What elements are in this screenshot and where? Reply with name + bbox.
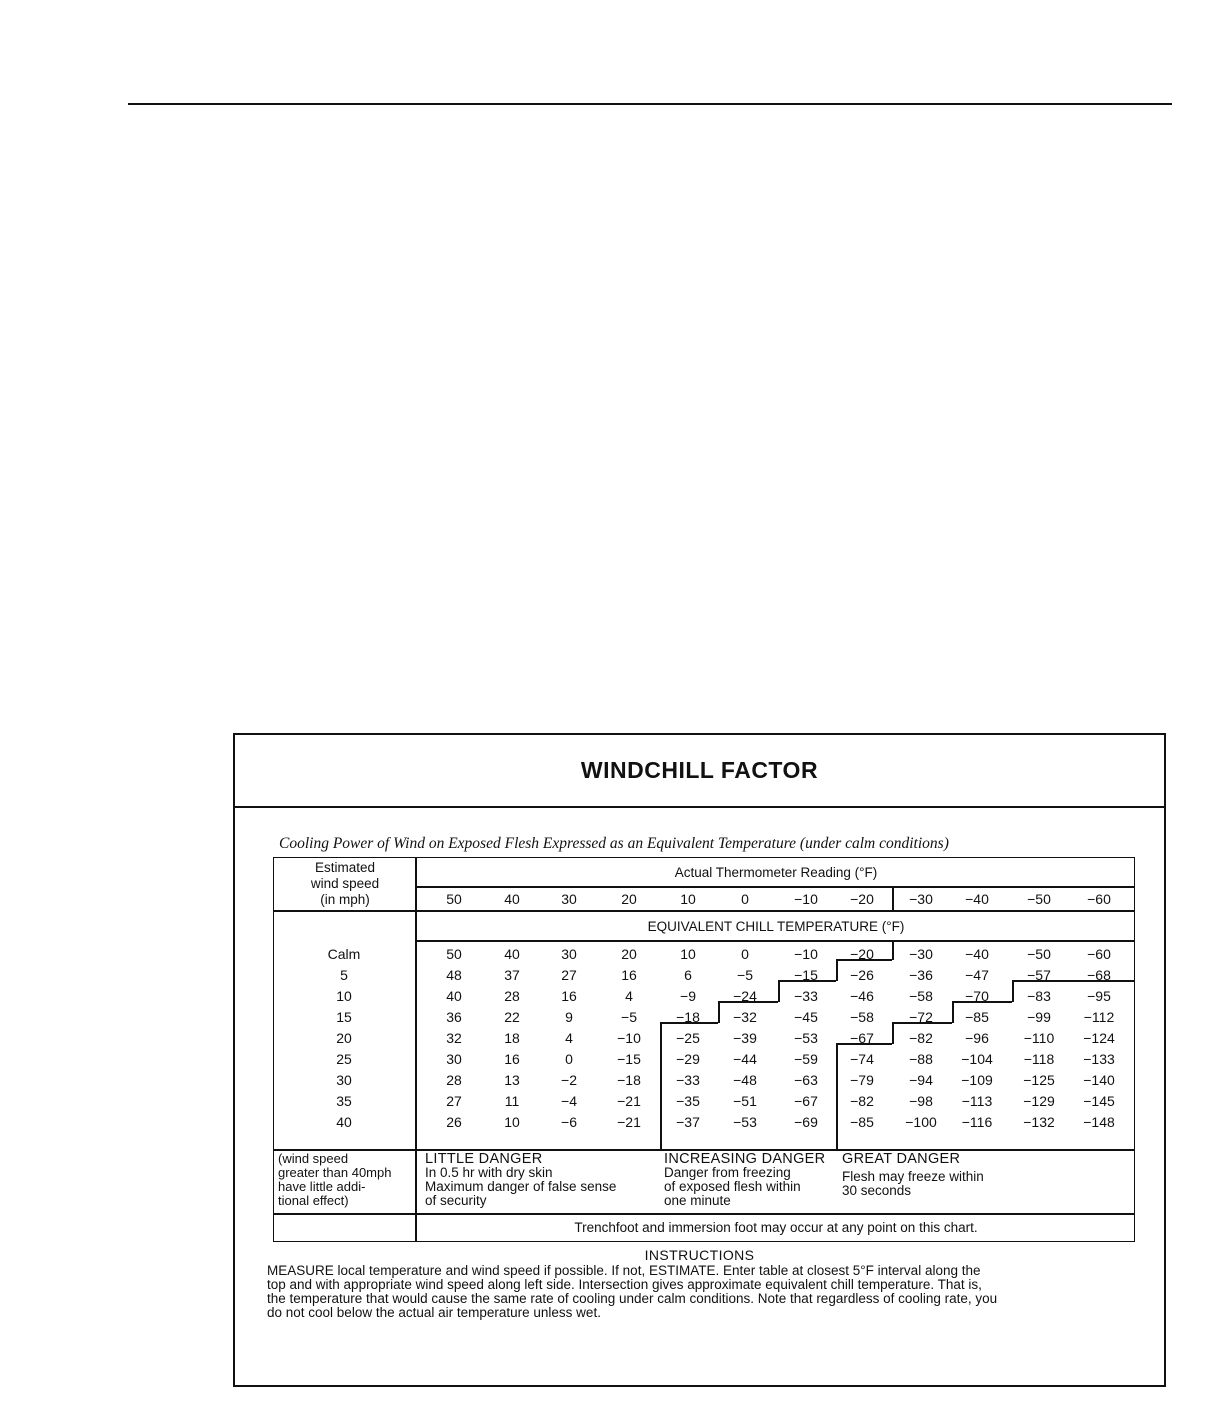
- chill-value-cell: −32: [733, 1009, 757, 1025]
- chill-value-cell: −125: [1023, 1072, 1055, 1088]
- chill-value-cell: −15: [617, 1051, 641, 1067]
- chill-value-cell: −4: [561, 1093, 577, 1109]
- chill-value-cell: −133: [1083, 1051, 1115, 1067]
- chill-value-cell: 28: [504, 988, 520, 1004]
- chill-value-cell: −69: [794, 1114, 818, 1130]
- trenchfoot-note: Trenchfoot and immersion foot may occur at any point on this chart.: [574, 1220, 978, 1235]
- chill-value-cell: −99: [1027, 1009, 1051, 1025]
- increasing-danger-boundary: [660, 1022, 662, 1149]
- chill-value-cell: 6: [684, 967, 692, 983]
- chill-value-cell: −53: [733, 1114, 757, 1130]
- chill-value-cell: 37: [504, 967, 520, 983]
- chill-value-cell: −109: [961, 1072, 993, 1088]
- wind-speed-cell: 30: [336, 1072, 352, 1088]
- wind-speed-cell: 5: [340, 967, 348, 983]
- chill-value-cell: −82: [850, 1093, 874, 1109]
- chill-value-cell: −85: [850, 1114, 874, 1130]
- chill-value-cell: −82: [909, 1030, 933, 1046]
- chill-value-cell: 32: [446, 1030, 462, 1046]
- chill-value-cell: 16: [504, 1051, 520, 1067]
- chill-value-cell: −79: [850, 1072, 874, 1088]
- temperature-header-cell: 0: [741, 891, 749, 907]
- chill-value-cell: −85: [965, 1009, 989, 1025]
- chill-value-cell: −26: [850, 967, 874, 983]
- wind-speed-cell: 15: [336, 1009, 352, 1025]
- chill-value-cell: 16: [621, 967, 637, 983]
- instructions-line: top and with appropriate wind speed along left side. Intersection gives approximate equivalent chill temperature. That is,: [267, 1277, 982, 1292]
- chill-value-cell: −48: [733, 1072, 757, 1088]
- page-title: WINDCHILL FACTOR: [580, 757, 819, 783]
- chill-value-cell: 20: [621, 946, 637, 962]
- wind-speed-cell: 10: [336, 988, 352, 1004]
- chill-value-cell: −88: [909, 1051, 933, 1067]
- increasing-danger-zone: [664, 1152, 825, 1208]
- chill-value-cell: −83: [1027, 988, 1051, 1004]
- chill-value-cell: −113: [961, 1093, 993, 1109]
- chill-value-cell: 11: [504, 1093, 520, 1109]
- boundary-step: [892, 940, 894, 960]
- chill-value-cell: −9: [680, 988, 696, 1004]
- chill-value-cell: 26: [446, 1114, 462, 1130]
- chill-value-cell: −45: [794, 1009, 818, 1025]
- chill-value-cell: 13: [504, 1072, 520, 1088]
- chill-value-cell: −46: [850, 988, 874, 1004]
- temperature-header-cell: 40: [504, 891, 520, 907]
- header-rule: [415, 886, 1135, 888]
- note-line: greater than 40mph: [278, 1165, 392, 1180]
- wind-speed-cell: Calm: [327, 946, 361, 962]
- chill-value-cell: −59: [794, 1051, 818, 1067]
- chill-value-cell: 0: [741, 946, 749, 962]
- equivalent-chill-label: EQUIVALENT CHILL TEMPERATURE (°F): [647, 919, 905, 934]
- wind-speed-note: [278, 1152, 391, 1208]
- zone-line: Flesh may freeze within: [842, 1169, 984, 1184]
- zone-line: of security: [425, 1193, 487, 1208]
- boundary-step: [1012, 980, 1014, 1002]
- chill-value-cell: −110: [1023, 1030, 1055, 1046]
- top-rule: [128, 103, 1172, 105]
- chill-value-cell: 27: [561, 967, 577, 983]
- boundary-step: [718, 1001, 720, 1023]
- chill-value-cell: −104: [961, 1051, 993, 1067]
- chart-caption: Cooling Power of Wind on Exposed Flesh Expressed as an Equivalent Temperature (under calm conditions): [279, 835, 949, 852]
- chill-value-cell: −18: [617, 1072, 641, 1088]
- chill-value-cell: −5: [737, 967, 753, 983]
- chill-value-cell: −37: [676, 1114, 700, 1130]
- wind-speed-cell: 25: [336, 1051, 352, 1067]
- chill-value-cell: −74: [850, 1051, 874, 1067]
- note-line: have little addi-: [278, 1179, 366, 1194]
- zone-heading: LITTLE DANGER: [425, 1151, 543, 1167]
- chill-value-cell: −58: [909, 988, 933, 1004]
- chill-value-cell: −63: [794, 1072, 818, 1088]
- temperature-header-cell: 20: [621, 891, 637, 907]
- chill-value-cell: −57: [1027, 967, 1051, 983]
- boundary-step: [952, 1001, 954, 1023]
- instructions-line: MEASURE local temperature and wind speed if possible. If not, ESTIMATE. Enter table at closest 5°F interval along the: [267, 1263, 981, 1278]
- chill-value-cell: 50: [446, 946, 462, 962]
- chill-value-cell: −124: [1083, 1030, 1115, 1046]
- temperature-header-cell: 30: [561, 891, 577, 907]
- instructions-line: do not cool below the actual air temperature unless wet.: [267, 1305, 601, 1320]
- chill-value-cell: −33: [794, 988, 818, 1004]
- instructions-title: INSTRUCTIONS: [644, 1247, 755, 1263]
- temperature-header-cell: −10: [794, 891, 818, 907]
- header-line: Estimated: [314, 860, 376, 875]
- chill-value-cell: −35: [676, 1093, 700, 1109]
- chill-value-cell: 40: [504, 946, 520, 962]
- chill-value-cell: −67: [794, 1093, 818, 1109]
- chill-value-cell: −140: [1083, 1072, 1115, 1088]
- temperature-header-cell: −30: [909, 891, 933, 907]
- chill-value-cell: −30: [909, 946, 933, 962]
- chill-value-cell: −10: [617, 1030, 641, 1046]
- chill-value-cell: −25: [676, 1030, 700, 1046]
- chill-value-cell: −47: [965, 967, 989, 983]
- header-line: wind speed: [310, 876, 380, 891]
- zone-line: one minute: [664, 1193, 731, 1208]
- chill-value-cell: 30: [561, 946, 577, 962]
- chill-value-cell: −132: [1023, 1114, 1055, 1130]
- chill-value-cell: −39: [733, 1030, 757, 1046]
- chill-value-cell: −118: [1023, 1051, 1055, 1067]
- great-danger-zone: [842, 1152, 984, 1198]
- chill-value-cell: −145: [1083, 1093, 1115, 1109]
- chill-value-cell: 10: [504, 1114, 520, 1130]
- chill-value-cell: −15: [794, 967, 818, 983]
- header-line: (in mph): [320, 892, 370, 907]
- chill-value-cell: 16: [561, 988, 577, 1004]
- chill-value-cell: −33: [676, 1072, 700, 1088]
- chill-value-cell: −116: [961, 1114, 993, 1130]
- header-zone-divider: [892, 886, 894, 910]
- zone-line: Danger from freezing: [664, 1165, 791, 1180]
- temperature-header-cell: −40: [965, 891, 989, 907]
- boundary-step: [778, 980, 780, 1002]
- chill-value-cell: −53: [794, 1030, 818, 1046]
- zone-line: of exposed flesh within: [664, 1179, 801, 1194]
- windchill-table: [273, 857, 1135, 1242]
- chill-value-cell: −112: [1083, 1009, 1115, 1025]
- wind-speed-cell: 35: [336, 1093, 352, 1109]
- chill-value-cell: 4: [625, 988, 633, 1004]
- title-band: [235, 735, 1164, 808]
- chill-value-cell: 48: [446, 967, 462, 983]
- wind-speed-header: [274, 860, 416, 908]
- chill-value-cell: 28: [446, 1072, 462, 1088]
- chill-value-cell: −36: [909, 967, 933, 983]
- great-danger-boundary: [836, 1043, 838, 1149]
- zone-heading: GREAT DANGER: [842, 1151, 961, 1167]
- chill-value-cell: −40: [965, 946, 989, 962]
- chill-value-cell: −18: [676, 1009, 700, 1025]
- instructions-body: [267, 1264, 1127, 1320]
- temperature-header-cell: 50: [446, 891, 462, 907]
- chill-value-cell: −10: [794, 946, 818, 962]
- chill-value-cell: −2: [561, 1072, 577, 1088]
- chill-value-cell: −67: [850, 1030, 874, 1046]
- chill-value-cell: −29: [676, 1051, 700, 1067]
- chill-value-cell: 9: [565, 1009, 573, 1025]
- chill-value-cell: −72: [909, 1009, 933, 1025]
- boundary-step: [836, 959, 838, 981]
- chill-value-cell: 30: [446, 1051, 462, 1067]
- note-line: tional effect): [278, 1193, 349, 1208]
- chill-value-cell: −21: [617, 1093, 641, 1109]
- chill-value-cell: −58: [850, 1009, 874, 1025]
- chill-value-cell: −129: [1023, 1093, 1055, 1109]
- chill-value-cell: −60: [1087, 946, 1111, 962]
- windchill-panel: [233, 733, 1166, 1387]
- chill-value-cell: −100: [905, 1114, 937, 1130]
- instructions-line: the temperature that would cause the same rate of cooling under calm conditions. Note that regardless of cooling rate, you: [267, 1291, 998, 1306]
- chill-value-cell: −95: [1087, 988, 1111, 1004]
- chill-value-cell: 27: [446, 1093, 462, 1109]
- label-column-divider: [415, 858, 417, 1242]
- wind-speed-cell: 40: [336, 1114, 352, 1130]
- wind-speed-cell: 20: [336, 1030, 352, 1046]
- equivalent-rule: [415, 940, 1135, 942]
- chill-value-cell: 0: [565, 1051, 573, 1067]
- chill-value-cell: 10: [680, 946, 696, 962]
- chill-value-cell: −21: [617, 1114, 641, 1130]
- boundary-step: [892, 1022, 894, 1044]
- chill-value-cell: −44: [733, 1051, 757, 1067]
- chill-value-cell: 36: [446, 1009, 462, 1025]
- chill-value-cell: 4: [565, 1030, 573, 1046]
- little-danger-zone: [425, 1152, 616, 1208]
- chill-value-cell: −70: [965, 988, 989, 1004]
- zone-heading: INCREASING DANGER: [664, 1151, 826, 1167]
- chill-value-cell: 40: [446, 988, 462, 1004]
- chill-value-cell: 22: [504, 1009, 520, 1025]
- zone-line: In 0.5 hr with dry skin: [425, 1165, 553, 1180]
- chill-value-cell: −20: [850, 946, 874, 962]
- temperature-header-cell: −50: [1027, 891, 1051, 907]
- chill-value-cell: −24: [733, 988, 757, 1004]
- note-line: (wind speed: [278, 1151, 349, 1166]
- chill-value-cell: −68: [1087, 967, 1111, 983]
- footer-rule: [274, 1213, 1135, 1215]
- temperature-header-cell: −20: [850, 891, 874, 907]
- actual-reading-label: Actual Thermometer Reading (°F): [674, 865, 878, 880]
- temperature-header-cell: 10: [680, 891, 696, 907]
- chill-value-cell: −51: [733, 1093, 757, 1109]
- chill-value-cell: −50: [1027, 946, 1051, 962]
- chill-value-cell: −98: [909, 1093, 933, 1109]
- zone-line: 30 seconds: [842, 1183, 912, 1198]
- chill-value-cell: −96: [965, 1030, 989, 1046]
- chill-value-cell: −5: [621, 1009, 637, 1025]
- temperature-header-cell: −60: [1087, 891, 1111, 907]
- header-bottom-rule: [274, 910, 1135, 912]
- chill-value-cell: −94: [909, 1072, 933, 1088]
- chill-value-cell: −148: [1083, 1114, 1115, 1130]
- zone-line: Maximum danger of false sense: [425, 1179, 617, 1194]
- chill-value-cell: 18: [504, 1030, 520, 1046]
- chill-value-cell: −6: [561, 1114, 577, 1130]
